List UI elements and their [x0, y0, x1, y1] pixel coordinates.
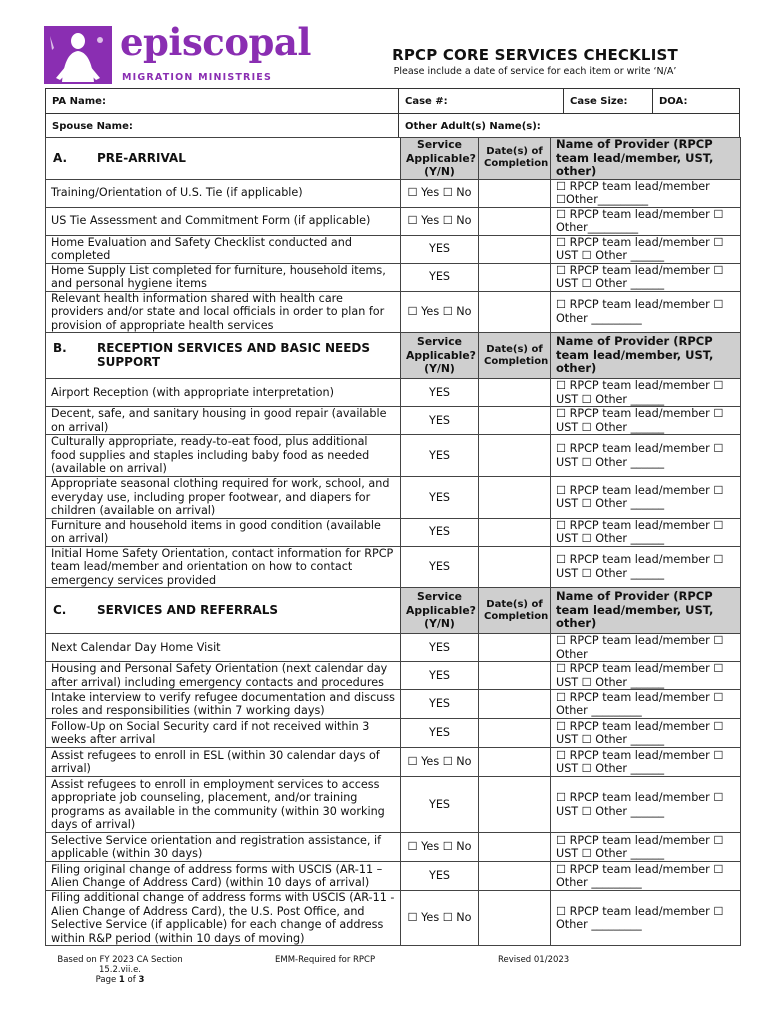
service-applicable[interactable]: YES	[401, 719, 479, 748]
table-row	[46, 518, 741, 546]
service-applicable[interactable]: YES	[401, 634, 479, 662]
completion-date-cell[interactable]	[479, 263, 551, 291]
completion-date-cell[interactable]	[479, 662, 551, 690]
service-item: US Tie Assessment and Commitment Form (if applicable)	[46, 207, 401, 235]
service-item: Relevant health information shared with health care providers and/or state and local officials in order to plan for provision of appropriate health services	[46, 291, 401, 333]
table-row	[46, 748, 741, 777]
service-item: Intake interview to verify refugee documentation and discuss roles and responsibilities (within 7 working days)	[46, 690, 401, 719]
provider-options[interactable]: ☐ RPCP team lead/member ☐ UST ☐ Other ______	[551, 263, 741, 291]
checklist-table	[45, 137, 741, 946]
table-row	[46, 690, 741, 719]
provider-options[interactable]: ☐ RPCP team lead/member ☐ UST ☐ Other ______	[551, 833, 741, 862]
col-header-service: Service Applicable? (Y/N)	[401, 138, 479, 180]
col-header-dates: Date(s) of Completion	[479, 588, 551, 634]
completion-date-cell[interactable]	[479, 833, 551, 862]
col-header-service: Service Applicable? (Y/N)	[401, 333, 479, 379]
completion-date-cell[interactable]	[479, 379, 551, 407]
case-size-field[interactable]: Case Size:	[564, 89, 653, 114]
service-applicable[interactable]: YES	[401, 777, 479, 833]
table-row	[46, 291, 741, 333]
col-header-service: Service Applicable? (Y/N)	[401, 588, 479, 634]
table-row	[46, 407, 741, 435]
provider-options[interactable]: ☐ RPCP team lead/member ☐ Other _________	[551, 690, 741, 719]
service-item: Housing and Personal Safety Orientation (next calendar day after arrival) including emergency contacts and procedures	[46, 662, 401, 690]
service-applicable[interactable]: YES	[401, 477, 479, 519]
section-title: C. SERVICES AND REFERRALS	[46, 588, 401, 634]
table-row	[46, 207, 741, 235]
completion-date-cell[interactable]	[479, 719, 551, 748]
provider-options[interactable]: ☐ RPCP team lead/member ☐ Other_________	[551, 207, 741, 235]
service-applicable[interactable]: ☐ Yes ☐ No	[401, 891, 479, 946]
service-applicable[interactable]: YES	[401, 662, 479, 690]
logo-wordmark: episcopal	[120, 20, 311, 64]
completion-date-cell[interactable]	[479, 179, 551, 207]
completion-date-cell[interactable]	[479, 862, 551, 891]
table-row	[46, 891, 741, 946]
service-item: Appropriate seasonal clothing required for work, school, and everyday use, including proper footwear, and diapers for children (available on arrival)	[46, 477, 401, 519]
logo	[44, 20, 311, 88]
footer-required: EMM-Required for RPCP	[275, 955, 376, 965]
service-applicable[interactable]: ☐ Yes ☐ No	[401, 291, 479, 333]
service-item: Filing original change of address forms with USCIS (AR-11 – Alien Change of Address Card) (within 10 days of arrival)	[46, 862, 401, 891]
provider-options[interactable]: ☐ RPCP team lead/member ☐ UST ☐ Other ______	[551, 379, 741, 407]
service-item: Assist refugees to enroll in employment services to access appropriate job counseling, placement, and/or training programs as available in the community (within 30 working days of arrival)	[46, 777, 401, 833]
provider-options[interactable]: ☐ RPCP team lead/member ☐ UST ☐ Other ______	[551, 477, 741, 519]
provider-options[interactable]: ☐ RPCP team lead/member ☐Other_________	[551, 179, 741, 207]
service-applicable[interactable]: YES	[401, 546, 479, 588]
table-row	[46, 263, 741, 291]
service-item: Airport Reception (with appropriate interpretation)	[46, 379, 401, 407]
service-item: Furniture and household items in good condition (available on arrival)	[46, 518, 401, 546]
completion-date-cell[interactable]	[479, 207, 551, 235]
completion-date-cell[interactable]	[479, 634, 551, 662]
page-number: Page 1 of 3	[95, 975, 145, 985]
provider-options[interactable]: ☐ RPCP team lead/member ☐ Other _________	[551, 862, 741, 891]
service-applicable[interactable]: ☐ Yes ☐ No	[401, 179, 479, 207]
provider-options[interactable]: ☐ RPCP team lead/member ☐ UST ☐ Other ______	[551, 435, 741, 477]
service-applicable[interactable]: ☐ Yes ☐ No	[401, 833, 479, 862]
table-row	[46, 777, 741, 833]
service-item: Culturally appropriate, ready-to-eat food, plus additional food supplies and staples including baby food as needed (available on arrival)	[46, 435, 401, 477]
table-row	[46, 477, 741, 519]
completion-date-cell[interactable]	[479, 235, 551, 263]
completion-date-cell[interactable]	[479, 518, 551, 546]
provider-options[interactable]: ☐ RPCP team lead/member ☐ Other	[551, 634, 741, 662]
completion-date-cell[interactable]	[479, 291, 551, 333]
section-header-row	[46, 588, 741, 634]
case-info-grid	[45, 88, 740, 139]
logo-figure-icon	[44, 26, 112, 84]
table-row	[46, 546, 741, 588]
service-item: Decent, safe, and sanitary housing in good repair (available on arrival)	[46, 407, 401, 435]
service-item: Home Supply List completed for furniture, household items, and personal hygiene items	[46, 263, 401, 291]
provider-options[interactable]: ☐ RPCP team lead/member ☐ UST ☐ Other ______	[551, 662, 741, 690]
completion-date-cell[interactable]	[479, 748, 551, 777]
service-applicable[interactable]: ☐ Yes ☐ No	[401, 207, 479, 235]
provider-options[interactable]: ☐ RPCP team lead/member ☐ Other _________	[551, 291, 741, 333]
col-header-provider: Name of Provider (RPCP team lead/member, UST, other)	[551, 138, 741, 180]
col-header-provider: Name of Provider (RPCP team lead/member, UST, other)	[551, 333, 741, 379]
col-header-provider: Name of Provider (RPCP team lead/member, UST, other)	[551, 588, 741, 634]
table-row	[46, 235, 741, 263]
completion-date-cell[interactable]	[479, 891, 551, 946]
provider-options[interactable]: ☐ RPCP team lead/member ☐ UST ☐ Other ______	[551, 719, 741, 748]
section-title: A. PRE-ARRIVAL	[46, 138, 401, 180]
spouse-name-field[interactable]: Spouse Name:	[46, 114, 399, 139]
provider-options[interactable]: ☐ RPCP team lead/member ☐ UST ☐ Other ______	[551, 748, 741, 777]
service-applicable[interactable]: YES	[401, 379, 479, 407]
table-row	[46, 634, 741, 662]
footer-revised: Revised 01/2023	[498, 955, 570, 965]
footer-basis	[45, 955, 195, 985]
service-item: Next Calendar Day Home Visit	[46, 634, 401, 662]
completion-date-cell[interactable]	[479, 777, 551, 833]
service-item: Follow-Up on Social Security card if not received within 3 weeks after arrival	[46, 719, 401, 748]
completion-date-cell[interactable]	[479, 407, 551, 435]
service-applicable[interactable]: YES	[401, 862, 479, 891]
case-number-field[interactable]: Case #:	[399, 89, 564, 114]
provider-options[interactable]: ☐ RPCP team lead/member ☐ UST ☐ Other ______	[551, 546, 741, 588]
document-subtitle: Please include a date of service for each item or write ‘N/A’	[393, 66, 677, 77]
other-adults-field[interactable]: Other Adult(s) Name(s):	[399, 114, 740, 139]
section-header-row	[46, 333, 741, 379]
document-title: RPCP CORE SERVICES CHECKLIST	[392, 46, 678, 64]
provider-options[interactable]: ☐ RPCP team lead/member ☐ Other _________	[551, 891, 741, 946]
table-row	[46, 179, 741, 207]
service-applicable[interactable]: YES	[401, 518, 479, 546]
service-applicable[interactable]: YES	[401, 407, 479, 435]
service-applicable[interactable]: ☐ Yes ☐ No	[401, 748, 479, 777]
pa-name-field[interactable]: PA Name:	[46, 89, 399, 114]
provider-options[interactable]: ☐ RPCP team lead/member ☐ UST ☐ Other ______	[551, 235, 741, 263]
table-row	[46, 379, 741, 407]
provider-options[interactable]: ☐ RPCP team lead/member ☐ UST ☐ Other ______	[551, 407, 741, 435]
service-applicable[interactable]: YES	[401, 263, 479, 291]
table-row	[46, 719, 741, 748]
service-item: Assist refugees to enroll in ESL (within 30 calendar days of arrival)	[46, 748, 401, 777]
col-header-dates: Date(s) of Completion	[479, 333, 551, 379]
completion-date-cell[interactable]	[479, 546, 551, 588]
provider-options[interactable]: ☐ RPCP team lead/member ☐ UST ☐ Other ______	[551, 518, 741, 546]
table-row	[46, 662, 741, 690]
service-applicable[interactable]: YES	[401, 235, 479, 263]
service-item: Filing additional change of address forms with USCIS (AR-11 - Alien Change of Address Card), the U.S. Post Office, and Selective Service (if applicable) for each change of address within R&P period (within 10 days of moving)	[46, 891, 401, 946]
service-item: Selective Service orientation and registration assistance, if applicable (within 30 days)	[46, 833, 401, 862]
service-item: Initial Home Safety Orientation, contact information for RPCP team lead/member and orientation on how to contact emergency services provided	[46, 546, 401, 588]
completion-date-cell[interactable]	[479, 435, 551, 477]
table-row	[46, 862, 741, 891]
service-applicable[interactable]: YES	[401, 435, 479, 477]
completion-date-cell[interactable]	[479, 477, 551, 519]
doa-field[interactable]: DOA:	[653, 89, 740, 114]
section-title: B. RECEPTION SERVICES AND BASIC NEEDS SUPPORT	[46, 333, 401, 379]
table-row	[46, 833, 741, 862]
service-item: Home Evaluation and Safety Checklist conducted and completed	[46, 235, 401, 263]
col-header-dates: Date(s) of Completion	[479, 138, 551, 180]
section-header-row	[46, 138, 741, 180]
service-applicable[interactable]: YES	[401, 690, 479, 719]
logo-subtitle: MIGRATION MINISTRIES	[122, 72, 273, 83]
service-item: Training/Orientation of U.S. Tie (if applicable)	[46, 179, 401, 207]
footer-basis-text: Based on FY 2023 CA Section 15.2.vii.e.	[57, 955, 183, 975]
table-row	[46, 435, 741, 477]
completion-date-cell[interactable]	[479, 690, 551, 719]
provider-options[interactable]: ☐ RPCP team lead/member ☐ UST ☐ Other ______	[551, 777, 741, 833]
